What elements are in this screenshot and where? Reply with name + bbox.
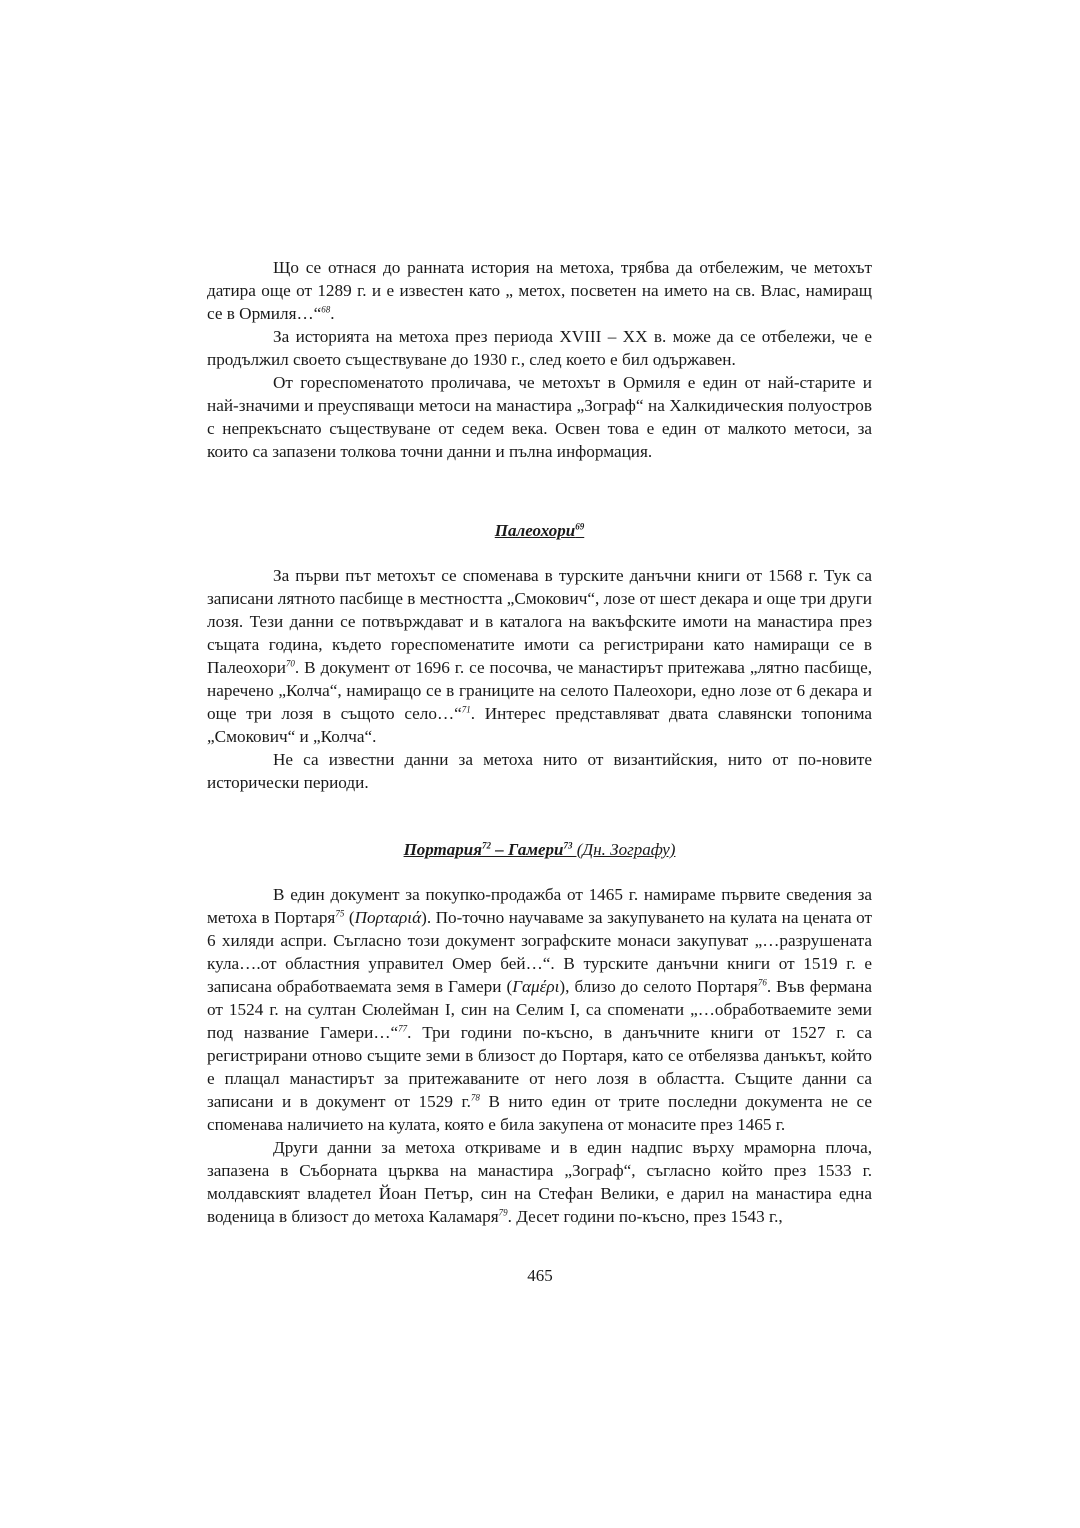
footnote-ref-78[interactable]: 78 — [470, 1092, 480, 1103]
paragraph-portaria-documents: В един документ за покупко-продажба от 1465 г. намираме първите сведения за метоха в Портаря$^{75}$ (Πορταριά). По-точно научаваме за закупуването на кулата на цената от 6 хиляди аспри. Съгласно този документ зографските монаси закупуват „…разрушената кула….от областния управител Омер бей…“. В турските данъчни книги от 1519 г. е записана обработваемата земя в Гамери (Γαμέρι), близо до селото Портаря$^{76}$. Във фермана от 1524 г. на султан Сюлейман I, син на Селим I, са споменати „…обработваемите земи под название Гамери…“$^{77}$. Три години по-късно, в данъчните книги от 1527 г. са регистрирани отново същите земи в близост до Портаря, като се отбелязва данъкът, който е плащал манастирът за притежаваните от него лозя в областта. Същите данни са записани и в документ от 1529 г.$^{78}$ В нито един от трите последни документа не се споменава наличието на кулата, която е била закупена от монасите през 1465 г. — [207, 885, 873, 1134]
footnote-ref-69[interactable]: 69 — [575, 521, 585, 532]
page-number: 465 — [527, 1266, 553, 1285]
footnote-ref-73[interactable]: 73 — [563, 840, 573, 851]
footnote-ref-72[interactable]: 72 — [482, 840, 491, 851]
footnote-ref-76[interactable]: 76 — [757, 977, 767, 988]
footnote-ref-71[interactable]: 71 — [461, 704, 471, 715]
paragraph-ormilia-period: За историята на метоха през периода XVIII – XX в. може да се отбележи, че е продължил своето съществуване до 1930 г., след което е бил одържавен. — [207, 327, 872, 369]
heading-portaria-gameri: Портария$^{72}$ – Гамери$^{73}$ (Дн. Зографу) — [403, 840, 676, 859]
paragraph-ormilia-history: Що се отнася до ранната история на метоха, трябва да отбележим, че метохът датира още от 1289 г. и е известен като „ метох, посветен на името на св. Влас, намиращ се в Ормиля…“$^{68}$. — [207, 258, 872, 323]
page-body — [207, 256, 872, 1228]
paragraph-paleochori-taxbooks: За първи път метохът се споменава в турските данъчни книги от 1568 г. Тук са записани лятното пасбище в местността „Смокович“, лозе от шест декара и още три други лозя. Тези данни се потвърждават и в каталога на вакъфските имоти на манастира през същата година, където гореспоменатите имоти са регистрирани като намиращи се в Палеохори$^{70}$. В документ от 1696 г. се посочва, че манастирът притежава „лятно пасбище, наречено „Колча“, намиращо се в границите на селото Палеохори, едно лозе от 6 декара и още три лозя в същото село…“$^{71}$. Интерес представляват двата славянски топонима „Смокович“ и „Колча“. — [207, 566, 873, 746]
footnote-ref-70[interactable]: 70 — [285, 658, 295, 669]
greek-term-portaria: Πορταριά — [354, 908, 422, 927]
footnote-ref-77[interactable]: 77 — [398, 1023, 408, 1034]
paragraph-ormilia-conclusion: От гореспоменатото проличава, че метохът в Ормиля е един от най-старите и най-значими и преуспяващи метоси на манастира „Зограф“ на Халкидическия полуостров с непрекъснато съществуване от седем века. Освен това е един от малкото метоси, за които са запазени толкова точни данни и пълна информация. — [207, 373, 872, 461]
footnote-ref-75[interactable]: 75 — [335, 908, 345, 919]
paragraph-paleochori-no-data: Не са известни данни за метоха нито от византийския, нито от по-новите исторически периоди. — [207, 750, 872, 792]
greek-term-gameri: Γαμέρι — [512, 977, 560, 996]
heading-paleochori: Палеохори$^{69}$ — [494, 521, 585, 540]
footnote-ref-68[interactable]: 68 — [321, 304, 331, 315]
paragraph-portaria-inscription: Други данни за метоха откриваме и в един надпис върху мраморна плоча, запазена в Съборната църква на манастира „Зограф“, съгласно който през 1533 г. молдавският владетел Йоан Петър, син на Стефан Велики, е дарил на манастира една воденица в близост до метоха Каламаря$^{79}$. Десет години по-късно, през 1543 г., — [207, 1138, 872, 1226]
footnote-ref-79[interactable]: 79 — [498, 1207, 508, 1218]
